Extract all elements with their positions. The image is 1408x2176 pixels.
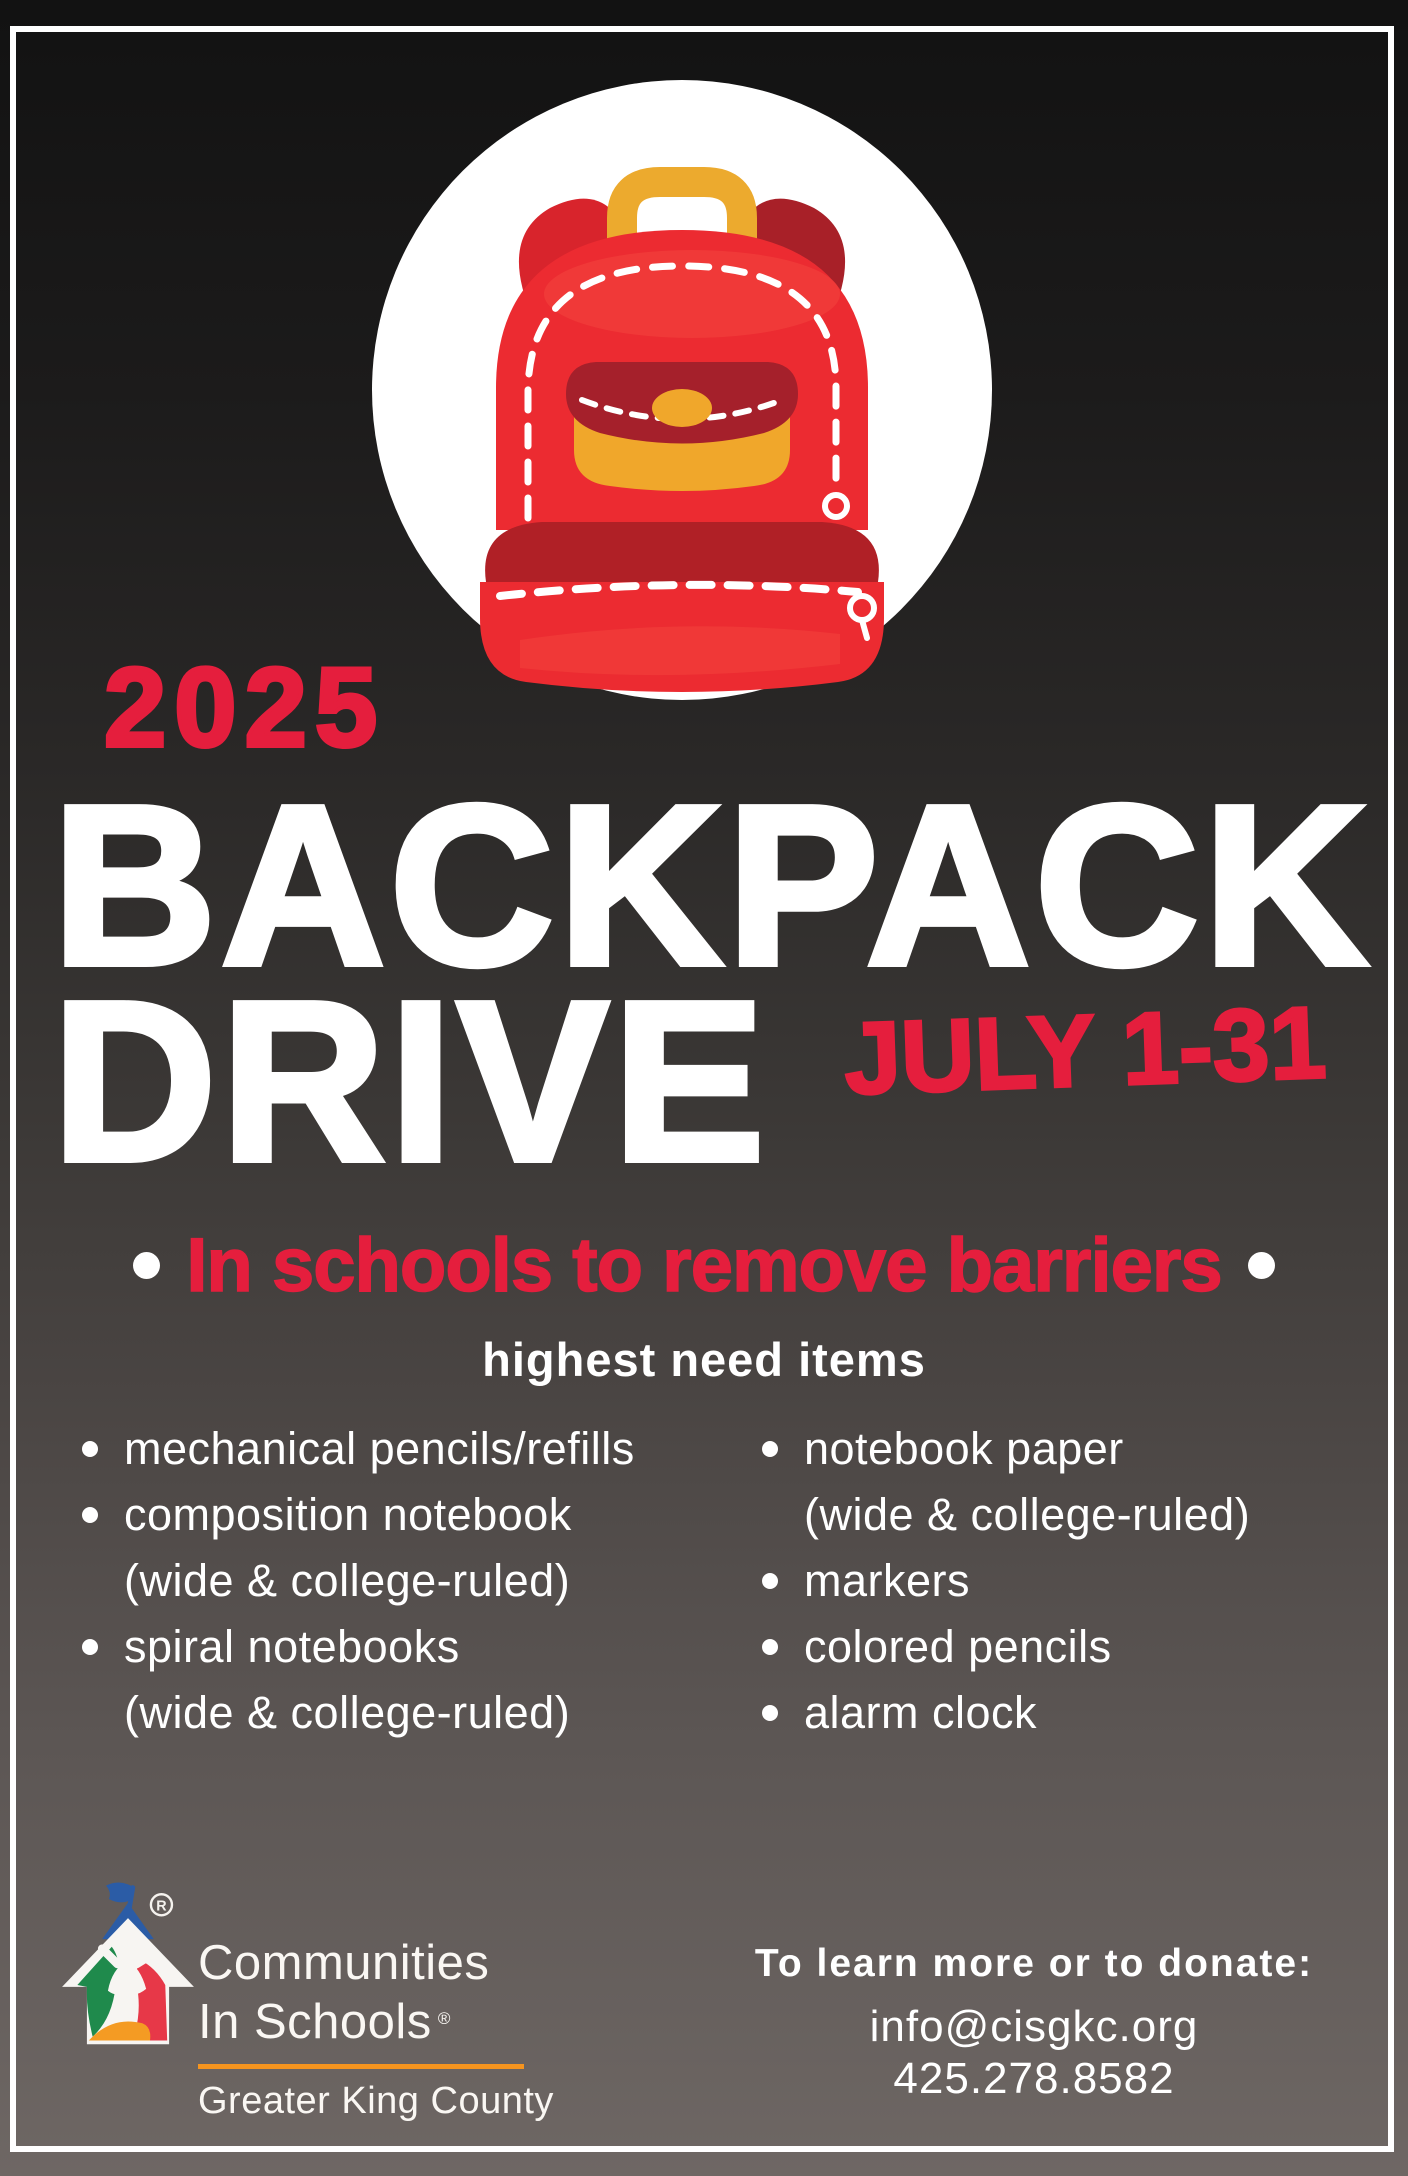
- section-heading: highest need items: [482, 1333, 926, 1386]
- org-logotype: [198, 1936, 554, 2121]
- list-item: [762, 1416, 1250, 1482]
- list-item-text: (wide & college-ruled): [124, 1555, 571, 1606]
- tagline-text: In schools to remove barriers: [186, 1223, 1222, 1308]
- org-region: Greater King County: [198, 2080, 554, 2122]
- list-item-text: mechanical pencils/refills: [124, 1423, 635, 1474]
- list-item-text: (wide & college-ruled): [124, 1687, 571, 1738]
- needs-list-left: [82, 1416, 635, 1746]
- bullet-icon: [762, 1441, 778, 1457]
- date-range: JULY 1-31: [842, 985, 1328, 1116]
- orange-rule: [198, 2064, 524, 2069]
- title-drive: DRIVE: [52, 955, 769, 1209]
- bullet-dot-icon: [133, 1252, 160, 1279]
- bullet-icon: [82, 1507, 98, 1523]
- needs-list-right: [762, 1416, 1250, 1746]
- contact-block: [696, 1942, 1372, 2104]
- cis-schoolhouse-icon: [56, 1878, 200, 2050]
- contact-phone: 425.278.8582: [893, 2054, 1175, 2103]
- list-item-continuation: [82, 1548, 635, 1614]
- contact-heading: To learn more or to donate:: [754, 1942, 1314, 1985]
- list-item-text: alarm clock: [804, 1687, 1038, 1738]
- list-item: [762, 1548, 1250, 1614]
- list-item-text: (wide & college-ruled): [804, 1489, 1251, 1540]
- bullet-icon: [762, 1639, 778, 1655]
- org-name-line2: [198, 1991, 554, 2050]
- list-item: [762, 1680, 1250, 1746]
- list-item: [762, 1614, 1250, 1680]
- contact-email: info@cisgkc.org: [869, 2002, 1199, 2051]
- bullet-icon: [762, 1705, 778, 1721]
- org-name-line2-text: In Schools: [198, 1995, 432, 2049]
- bullet-icon: [762, 1573, 778, 1589]
- list-item: [82, 1482, 635, 1548]
- list-item-text: notebook paper: [804, 1423, 1124, 1474]
- list-item-text: spiral notebooks: [124, 1621, 460, 1672]
- org-name-line1: Communities: [198, 1936, 490, 1990]
- backpack-icon: [370, 78, 994, 702]
- registered-trademark-icon: [151, 1894, 172, 1915]
- bullet-icon: [82, 1441, 98, 1457]
- list-item-continuation: [762, 1482, 1250, 1548]
- list-item: [82, 1416, 635, 1482]
- list-item-text: markers: [804, 1555, 971, 1606]
- list-item-text: composition notebook: [124, 1489, 572, 1540]
- list-item-continuation: [82, 1680, 635, 1746]
- list-item: [82, 1614, 635, 1680]
- bullet-dot-icon: [1248, 1252, 1275, 1279]
- bullet-icon: [82, 1639, 98, 1655]
- registered-mark: ®: [437, 2009, 451, 2028]
- list-item-text: colored pencils: [804, 1621, 1112, 1672]
- svg-text:R: R: [156, 1898, 167, 1915]
- year-label: 2025: [104, 645, 386, 770]
- title-backpack: BACKPACK: [52, 759, 1372, 1013]
- tagline-row: [0, 1223, 1408, 1308]
